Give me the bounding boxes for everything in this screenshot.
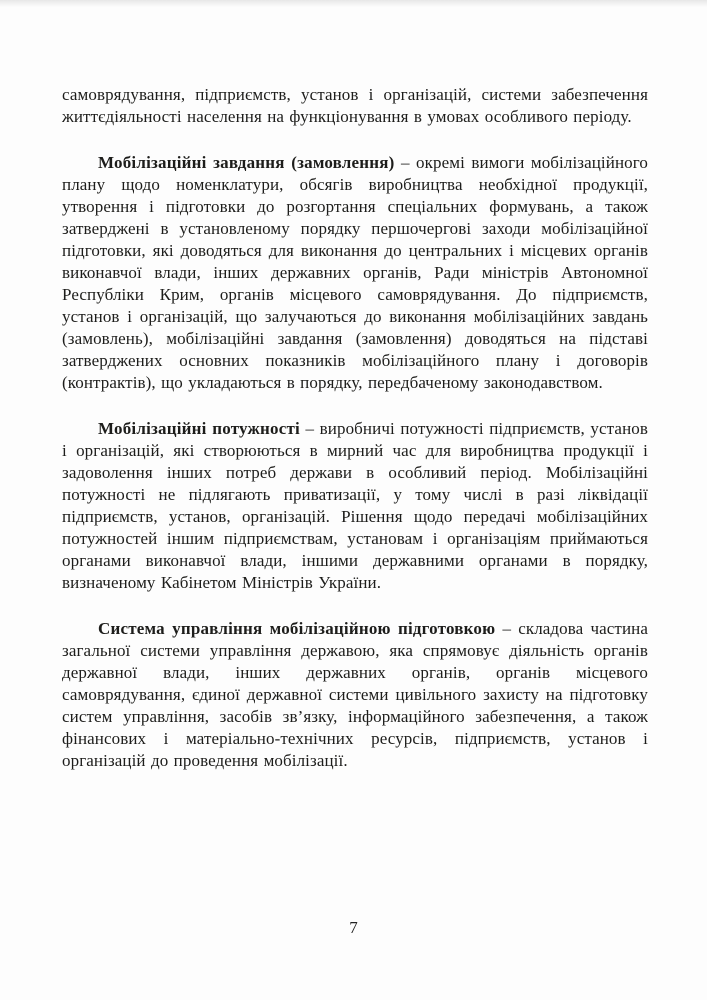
page-number: 7 xyxy=(349,918,358,937)
paragraph-text: – виробничі потужності підприємств, установ і організацій, які створюються в мирний час для виробництва продукції і задоволення інших потреб держави в особливий період. Мобілізаційні потужності не підлягають приватизації, у тому числі в разі ліквідації підприємств, установ, організацій. Рішення щодо передачі мобілізаційних потужностей іншим підприємствам, установам і організаціям приймаються органами виконавчої влади, іншими державними органами в порядку, визначеному Кабінетом Міністрів України. xyxy=(62,419,648,592)
paragraph-text: самоврядування, підприємств, установ і організацій, системи забезпечення життєдіяльності населення на функціонування в умовах особливого періоду. xyxy=(62,85,648,126)
paragraph-text: – окремі вимоги мобілізаційного плану щодо номенклатури, обсягів виробництва необхідної продукції, утворення і підготовки до розгортання спеціальних формувань, а також затверджені в установленому порядку першочергові заходи мобілізаційної підготовки, які доводяться для виконання до центральних і місцевих органів виконавчої влади, інших державних органів, Ради міністрів Автономної Республіки Крим, органів місцевого самоврядування. До підприємств, установ і організацій, що залучаються до виконання мобілізаційних завдань (замовлень), мобілізаційні завдання (замовлення) доводяться на підставі затверджених основних показників мобілізаційного плану і договорів (контрактів), що укладаються в порядку, передбаченому законодавством. xyxy=(62,153,649,392)
term-bold: Система управління мобілізаційною підготовкою xyxy=(98,619,496,638)
term-bold: Мобілізаційні завдання (замовлення) xyxy=(98,153,395,172)
paragraph-management-system xyxy=(62,618,648,772)
paragraph-text: – складова частина загальної системи управління державою, яка спрямовує діяльність органів державної влади, інших державних органів, органів місцевого самоврядування, єдиної державної системи цивільного захисту на підготовку систем управління, засобів зв’язку, інформаційного забезпечення, а також фінансових і матеріально-технічних ресурсів, підприємств, установ і організацій до проведення мобілізації. xyxy=(62,619,648,770)
paragraph-mobilization-capacities xyxy=(62,418,648,594)
paragraph-mobilization-tasks xyxy=(62,152,648,394)
term-bold: Мобілізаційні потужності xyxy=(98,419,300,438)
paragraph-continuation xyxy=(62,84,648,128)
